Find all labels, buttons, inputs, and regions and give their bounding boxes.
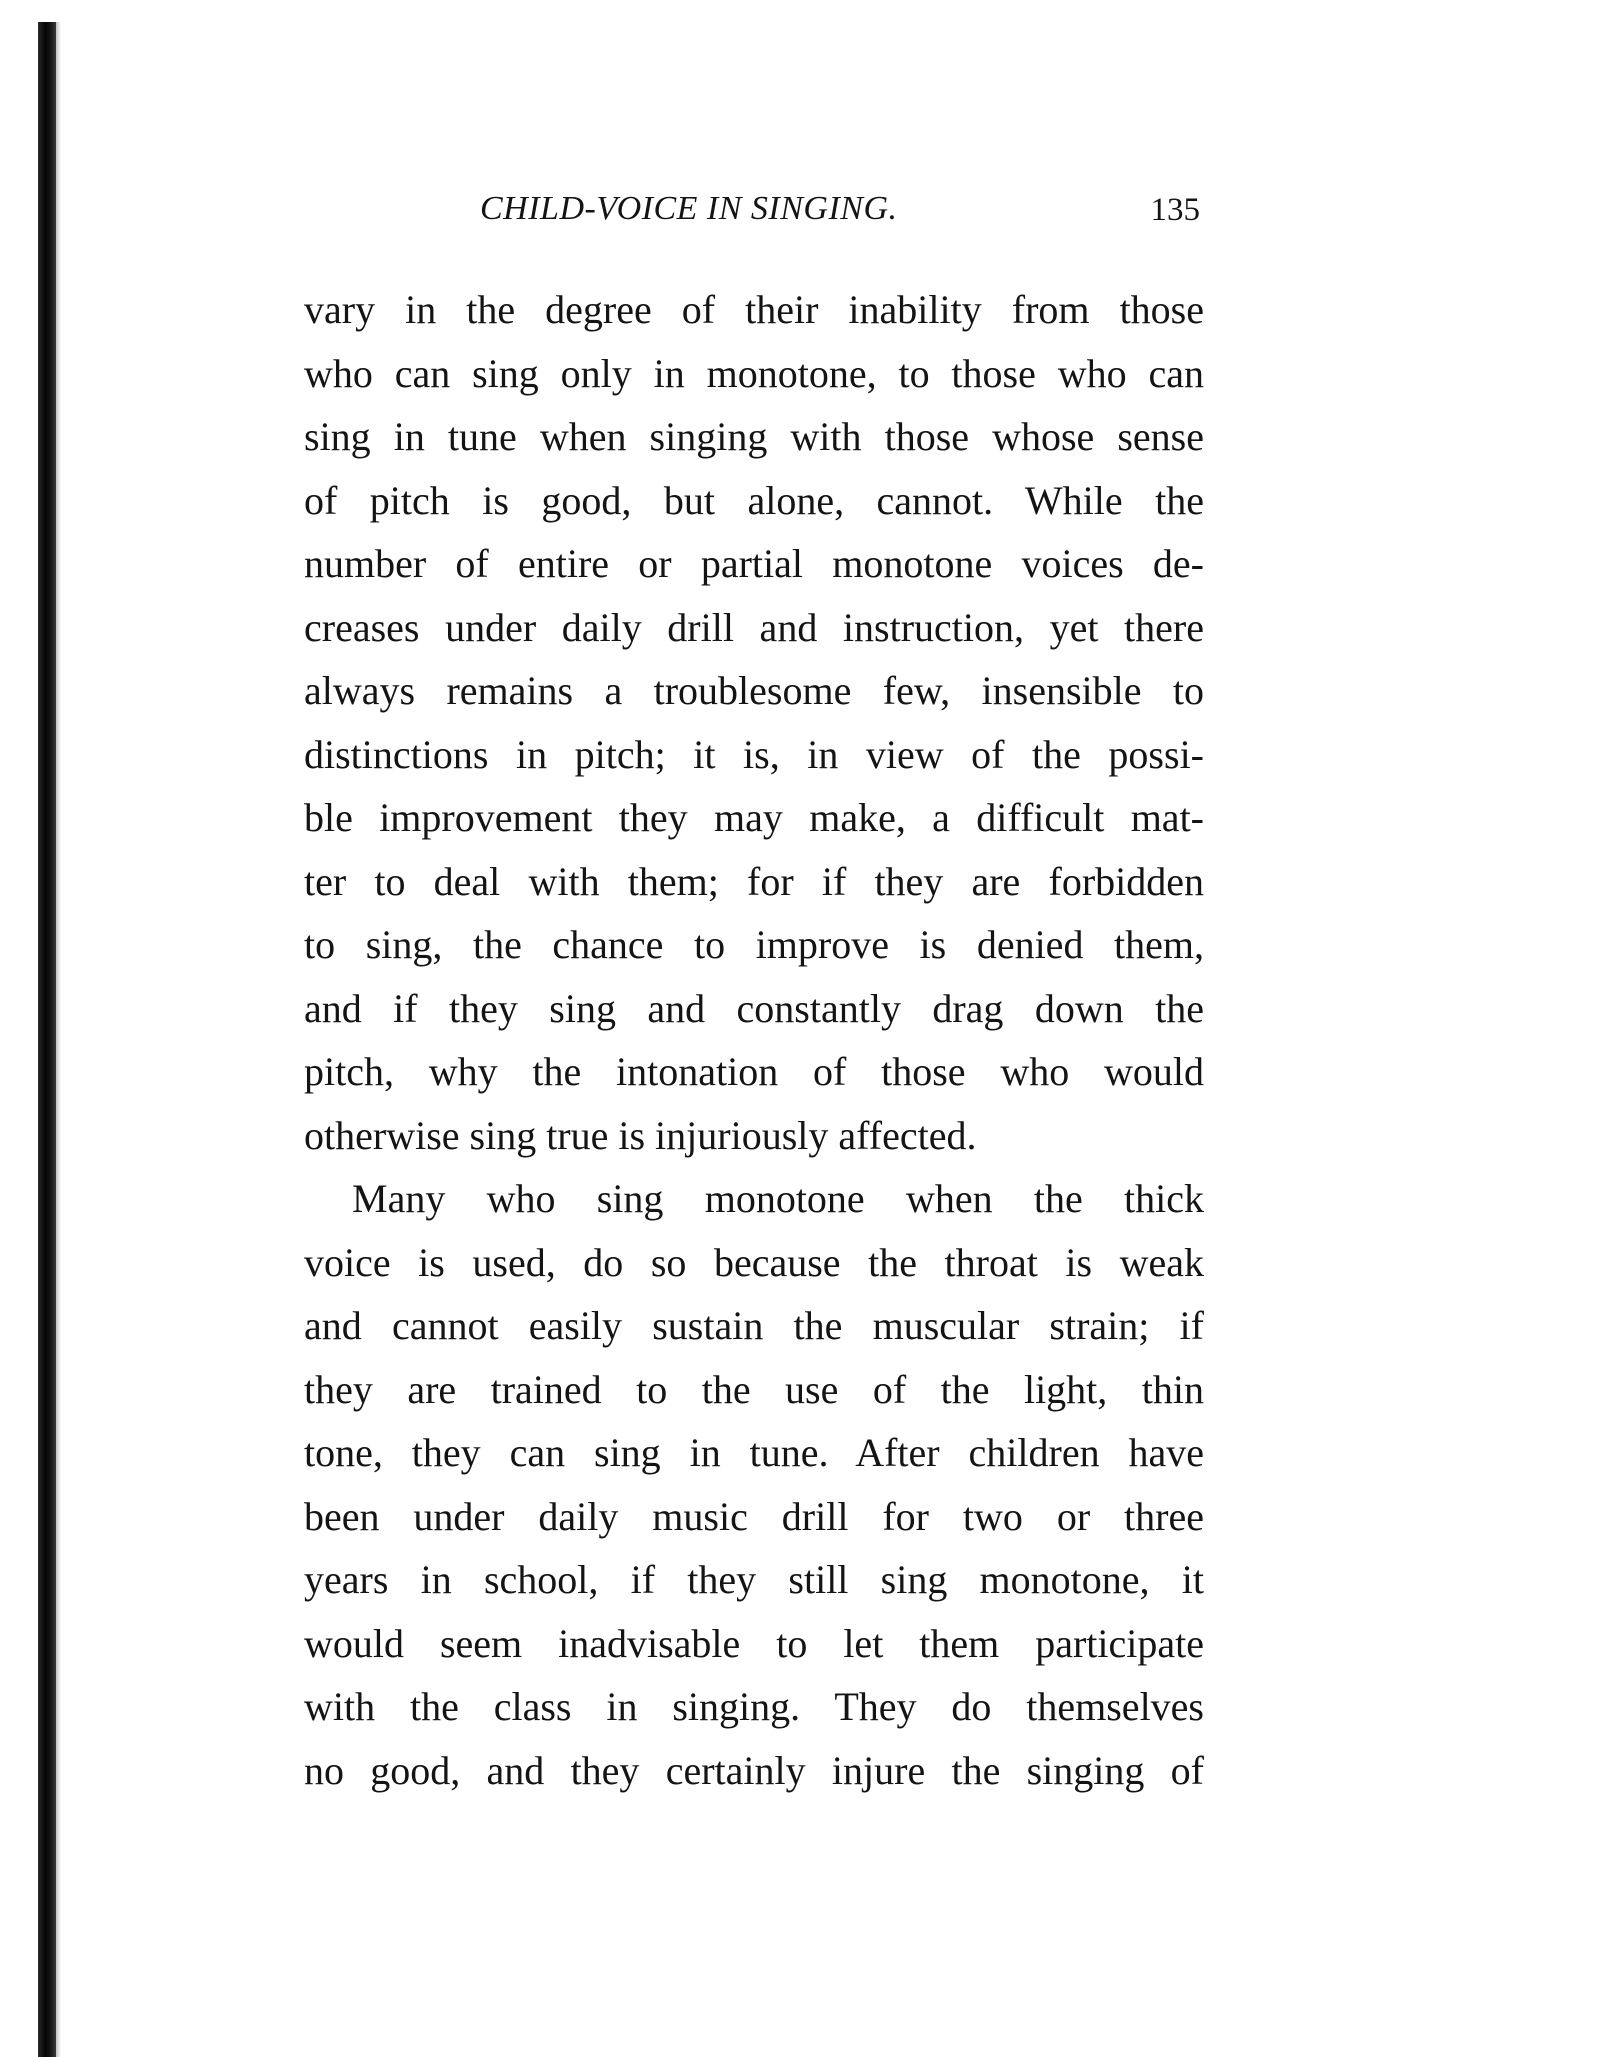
page-number: 135 <box>1150 192 1200 228</box>
text-line: ble improvement they may make, a difficult mat- <box>304 795 1204 840</box>
page-header <box>300 190 1212 260</box>
text-line: of pitch is good, but alone, cannot. While the <box>304 477 1204 523</box>
text-line: Many who sing monotone when the thick <box>352 1176 1204 1221</box>
text-line: would seem inadvisable to let them participate <box>304 1620 1204 1666</box>
text-line: number of entire or partial monotone voices de- <box>304 541 1204 586</box>
text-line: distinctions in pitch; it is, in view of the possi- <box>304 731 1204 777</box>
text-line: who can sing only in monotone, to those who can <box>304 350 1204 396</box>
text-line: pitch, why the intonation of those who would <box>304 1049 1204 1094</box>
text-line: years in school, if they still sing monotone, it <box>304 1557 1204 1602</box>
text-line: they are trained to the use of the light, thin <box>304 1366 1204 1412</box>
text-line: with the class in singing. They do themselves <box>304 1684 1204 1729</box>
text-line: voice is used, do so because the throat is weak <box>304 1239 1204 1285</box>
text-line: ter to deal with them; for if they are forbidden <box>304 858 1204 904</box>
paragraph-2 <box>304 1167 1204 1802</box>
running-title: CHILD-VOICE IN SINGING. <box>480 190 898 227</box>
text-line: vary in the degree of their inability from those <box>304 287 1204 332</box>
binding-shadow <box>56 22 61 2057</box>
text-line: and if they sing and constantly drag down the <box>304 985 1204 1031</box>
text-line: always remains a troublesome few, insensible to <box>304 668 1204 713</box>
book-binding-edge <box>38 22 56 2057</box>
text-line: tone, they can sing in tune. After children have <box>304 1430 1204 1475</box>
text-line: to sing, the chance to improve is denied them, <box>304 922 1204 967</box>
text-line: otherwise sing true is injuriously affected. <box>304 1112 977 1158</box>
text-line: been under daily music drill for two or three <box>304 1493 1204 1539</box>
body-text <box>304 278 1204 1802</box>
text-line: and cannot easily sustain the muscular strain; if <box>304 1303 1204 1348</box>
text-line: creases under daily drill and instruction, yet there <box>304 604 1204 650</box>
text-line: sing in tune when singing with those whose sense <box>304 414 1204 459</box>
paragraph-1 <box>304 278 1204 1167</box>
text-line: no good, and they certainly injure the singing of <box>304 1747 1204 1793</box>
